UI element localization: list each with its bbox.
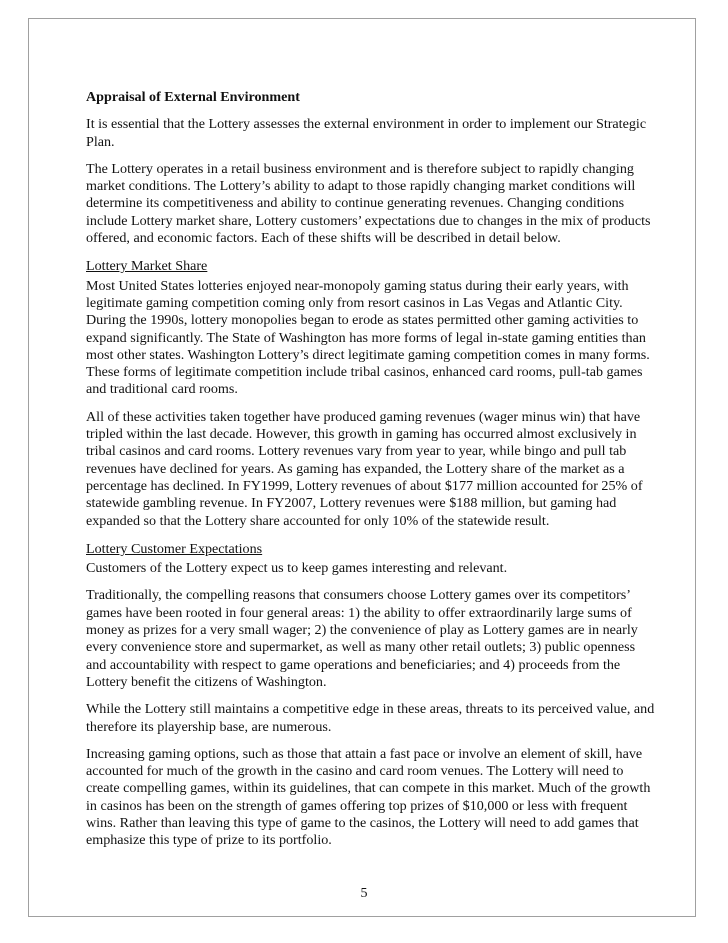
section-title-customer-expectations: Lottery Customer Expectations (86, 540, 263, 557)
section-paragraph: Customers of the Lottery expect us to keep games interesting and relevant. (86, 560, 508, 577)
section-title-market-share: Lottery Market Share (86, 258, 208, 275)
section-paragraph: Traditionally, the compelling reasons that consumers choose Lottery games over its competitors’ games have been rooted in four general areas: 1) the ability to offer extraordinarily large sums of money as prizes for a very small wager; 2) the convenience of play as Lottery games are in nearly every convenience store and supermarket, as well as many other retail outlets; 3) public openness and accountability with respect to game operations and beneficiaries; and 4) proceeds from the Lottery benefit the citizens of Washington. (86, 587, 638, 690)
section-paragraph: Increasing gaming options, such as those that attain a fast pace or involve an element of skill, have accounted for much of the growth in the casino and card room venues. The Lottery will need to create compelling games, within its guidelines, that can compete in this market. Much of the growth in casinos has been on the strength of games offering top prizes of $10,000 or less with frequent wins. Rather than leaving this type of game to the casinos, the Lottery will need to add games that emphasize this type of prize to its portfolio. (86, 745, 651, 849)
section-paragraph: While the Lottery still maintains a competitive edge in these areas, threats to its perceived value, and therefore its playership base, are numerous. (86, 701, 655, 735)
section-paragraph: All of these activities taken together have produced gaming revenues (wager minus win) that have tripled within the last decade. However, this growth in gaming has occurred almost exclusively in tribal casinos and card rooms. Lottery revenues vary from year to year, while bingo and pull tab revenues have declined for years. As gaming has expanded, the Lottery share of the market as a percentage has declined. In FY1999, Lottery revenues of about $177 million accounted for 25% of statewide gambling revenue. In FY2007, Lottery revenues were $188 million, but gaming had expanded so that the Lottery share accounted for only 10% of the statewide result. (86, 408, 643, 529)
document-heading: Appraisal of External Environment (86, 89, 300, 105)
section-paragraph: Most United States lotteries enjoyed near-monopoly gaming status during their early years, with legitimate gaming competition coming only from resort casinos in Las Vegas and Atlantic City. During the 1990s, lottery monopolies began to erode as states permitted other gaming activities to expand significantly. The State of Washington has more forms of legal in-state gaming entities than most other states. Washington Lottery’s direct legitimate gaming competition comes in many forms. These forms of legitimate competition include tribal casinos, enhanced card rooms, pull-tab games and traditional card rooms. (86, 277, 650, 398)
document-body (86, 89, 658, 860)
intro-paragraph: It is essential that the Lottery assesses the external environment in order to implement our Strategic Plan. (86, 116, 647, 150)
intro-paragraph: The Lottery operates in a retail business environment and is therefore subject to rapidly changing market conditions. The Lottery’s ability to adapt to those rapidly changing market conditions will determine its competitiveness and ability to continue generating revenues. Changing conditions include Lottery market share, Lottery customers’ expectations due to changes in the mix of products offered, and economic factors. Each of these shifts will be described in detail below. (86, 160, 651, 247)
page-number: 5 (360, 886, 368, 901)
